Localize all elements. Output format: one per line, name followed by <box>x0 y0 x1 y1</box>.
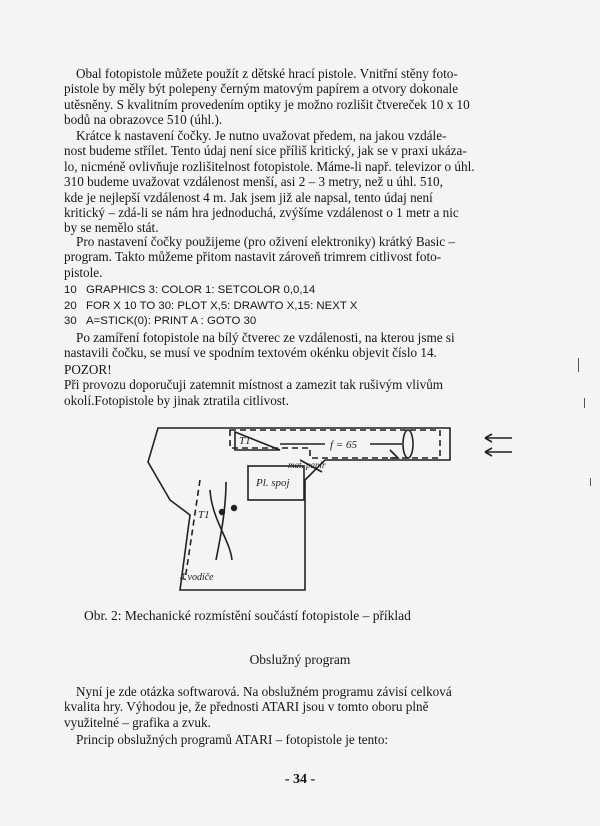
label-four-wires: 4 vodiče <box>180 572 214 583</box>
software-paragraph <box>64 684 534 730</box>
light-ray-arrow <box>485 448 512 456</box>
label-matte-paper: mat. papír <box>288 460 326 470</box>
internal-wire <box>210 490 232 560</box>
code-line-text: A=STICK(0): PRINT A : GOTO 30 <box>86 315 257 327</box>
text-line: pistole by měly být polepeny černým matovým papírem a otvory dokonale <box>64 81 459 97</box>
text-line: pistole. <box>64 264 103 280</box>
scan-margin-mark <box>584 398 585 408</box>
lens-mount <box>390 450 398 458</box>
text-line: okolí.Fotopistole by jinak ztratila citlivost. <box>64 392 289 408</box>
text-line: program. Takto můžeme přitom nastavit zároveň trimrem citlivost foto- <box>64 249 442 265</box>
text-line: Pro nastavení čočky použijeme (pro oživení elektroniky) krátký Basic – <box>76 234 456 249</box>
text-line: nastavili čočku, se musí ve spodním textovém okénku objevit číslo 14. <box>64 345 437 361</box>
text-line: utěsněny. S kvalitním provedením optiky je možno rozlišit čtvereček 10 x 10 <box>64 96 470 112</box>
label-focal-length: f = 65 <box>330 439 357 451</box>
trimmer-contact <box>219 509 225 515</box>
text-line: lo, nicméně ovlivňuje rozlišitelnost fotopistole. Máme-li např. televizor o úhl. <box>64 158 475 174</box>
section-heading: Obslužný program <box>249 652 351 667</box>
code-line <box>64 283 544 299</box>
text-line: Obal fotopistole můžete použít z dětské hrací pistole. Vnitřní stěny foto- <box>76 66 458 81</box>
warning-block <box>64 362 534 408</box>
text-line: využitelné – grafika a zvuk. <box>64 714 211 730</box>
aim-paragraph <box>64 330 534 361</box>
trimmer-contact <box>231 505 237 511</box>
label-circuit-board: Pl. spoj <box>256 477 290 489</box>
warning-title: POZOR! <box>64 362 112 377</box>
code-line <box>64 314 544 330</box>
light-ray-arrow <box>485 434 512 442</box>
text-line: kde je nejlepší vzdálenost 4 m. Jak jsem již ale napsal, tento údaj není <box>64 189 433 205</box>
intro-paragraph <box>64 66 534 128</box>
text-line: kritický – zdá-li se nám hra jednoduchá, zvýšíme vzdálenost o 1 metr a nic <box>64 205 459 221</box>
text-line: by se nemělo stát. <box>64 220 159 236</box>
lens <box>403 430 413 458</box>
text-line: Po zamíření fotopistole na bílý čtverec ze vzdálenosti, na kterou jsme si <box>76 330 455 345</box>
text-line: bodů na obrazovce 510 (úhl.). <box>64 112 223 128</box>
scan-margin-mark <box>578 358 579 372</box>
text-line: 310 budeme uvažovat vzdálenost menší, asi 2 – 3 metry, než u úhl. 510, <box>64 174 443 190</box>
text-line: Při provozu doporučuji zatemnit místnost a zamezit tak rušivým vlivům <box>64 377 444 393</box>
page-number: - 34 - <box>284 772 316 787</box>
text-line: Princip obslužných programů ATARI – fotopistole je tento: <box>76 732 389 747</box>
code-line <box>64 299 544 315</box>
code-line-number: 10 <box>64 284 77 296</box>
label-t1-side: T1 <box>198 509 210 521</box>
photo-gun-diagram <box>140 420 530 610</box>
text-line: Krátce k nastavení čočky. Je nutno uvažovat předem, na jakou vzdále- <box>76 128 447 143</box>
focus-paragraph <box>64 128 534 236</box>
basic-code-listing <box>64 283 544 330</box>
code-line-text: GRAPHICS 3: COLOR 1: SETCOLOR 0,0,14 <box>86 284 316 296</box>
code-line-number: 30 <box>64 315 77 327</box>
text-line: nost budeme střílet. Tento údaj není sice příliš kritický, jak se v praxi ukáza- <box>64 143 467 159</box>
setup-paragraph <box>64 234 534 280</box>
scan-margin-mark <box>590 478 591 486</box>
principle-paragraph <box>64 732 534 747</box>
figure-caption: Obr. 2: Mechanické rozmístění součástí fotopistole – příklad <box>84 608 411 623</box>
label-t1-top: T1 <box>239 435 251 447</box>
text-line: kvalita hry. Výhodou je, že přednosti ATARI jsou v tomto oboru plně <box>64 699 429 715</box>
code-line-number: 20 <box>64 299 77 312</box>
text-line: Nyní je zde otázka softwarová. Na obslužném programu závisí celková <box>76 684 452 699</box>
code-line-text: FOR X 10 TO 30: PLOT X,5: DRAWTO X,15: NEXT X <box>86 299 358 312</box>
